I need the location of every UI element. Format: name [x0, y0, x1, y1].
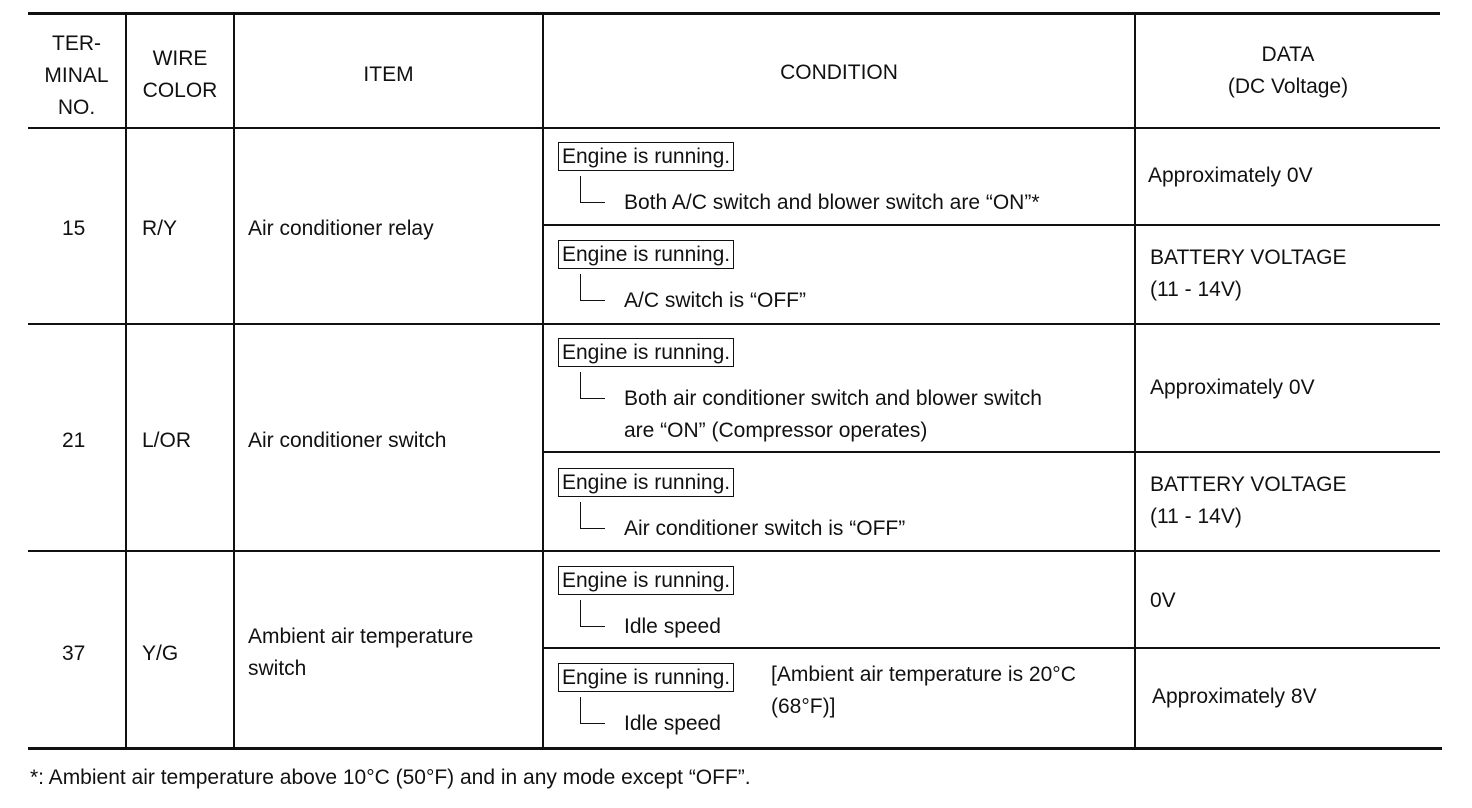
- wire-color: L/OR: [142, 429, 192, 452]
- data-value: BATTERY VOLTAGE: [1150, 246, 1347, 269]
- data-value-range: (11 - 14V): [1150, 505, 1242, 528]
- condition-engine-running-box: Engine is running.: [558, 338, 734, 367]
- footnote: *: Ambient air temperature above 10°C (50°F) and in any mode except “OFF”.: [30, 766, 751, 789]
- condition-detail: Both air conditioner switch and blower switch: [624, 387, 1042, 410]
- condition-connector: [580, 274, 605, 301]
- subrow-separator: [542, 224, 1440, 226]
- header-wire-color: WIRE COLOR: [142, 47, 218, 102]
- condition-side-note-cont: (68°F)]: [771, 695, 836, 718]
- subrow-separator: [542, 451, 1440, 453]
- item-name-cont: switch: [248, 657, 307, 680]
- item-name: Air conditioner switch: [248, 429, 447, 452]
- col-divider-2: [233, 14, 235, 749]
- wire-color: R/Y: [142, 217, 178, 240]
- data-value: Approximately 0V: [1148, 164, 1313, 187]
- condition-detail: Both A/C switch and blower switch are “ON”*: [624, 191, 1040, 214]
- col-divider-4: [1134, 14, 1136, 749]
- col-divider-3: [542, 14, 544, 749]
- condition-detail-cont: are “ON” (Compressor operates): [624, 419, 928, 442]
- data-value: Approximately 8V: [1152, 685, 1317, 708]
- condition-connector: [580, 502, 605, 529]
- data-value: Approximately 0V: [1150, 376, 1315, 399]
- condition-connector: [580, 697, 605, 724]
- condition-detail: A/C switch is “OFF”: [624, 289, 806, 312]
- condition-engine-running-box: Engine is running.: [558, 663, 734, 692]
- condition-detail: Idle speed: [624, 615, 721, 638]
- condition-connector: [580, 600, 605, 627]
- item-name: Air conditioner relay: [248, 217, 434, 240]
- header-condition: CONDITION: [780, 61, 898, 84]
- condition-detail: Idle speed: [624, 712, 721, 735]
- condition-engine-running-box: Engine is running.: [558, 566, 734, 595]
- terminal-number: 37: [62, 642, 86, 665]
- group-separator-2: [28, 550, 1440, 552]
- condition-side-note: [Ambient air temperature is 20°C: [771, 663, 1076, 686]
- header-terminal-no: TER- MINAL NO.: [44, 32, 109, 119]
- table-top-rule: [28, 12, 1440, 15]
- data-value-range: (11 - 14V): [1150, 278, 1242, 301]
- subrow-separator: [542, 647, 1440, 649]
- condition-connector: [580, 372, 605, 399]
- condition-detail: Air conditioner switch is “OFF”: [624, 517, 906, 540]
- data-value: 0V: [1150, 589, 1176, 612]
- header-bottom-rule: [28, 127, 1440, 129]
- header-item: ITEM: [363, 63, 414, 86]
- condition-engine-running-box: Engine is running.: [558, 240, 734, 269]
- item-name: Ambient air temperature: [248, 625, 474, 648]
- table-bottom-rule: [28, 747, 1442, 750]
- col-divider-1: [125, 14, 127, 749]
- condition-engine-running-box: Engine is running.: [558, 468, 734, 497]
- header-data: DATA (DC Voltage): [1227, 43, 1349, 98]
- condition-engine-running-box: Engine is running.: [558, 142, 734, 171]
- condition-connector: [580, 176, 605, 203]
- terminal-number: 15: [62, 217, 86, 240]
- group-separator-1: [28, 323, 1440, 325]
- terminal-number: 21: [62, 429, 86, 452]
- data-value: BATTERY VOLTAGE: [1150, 473, 1347, 496]
- wire-color: Y/G: [142, 642, 179, 665]
